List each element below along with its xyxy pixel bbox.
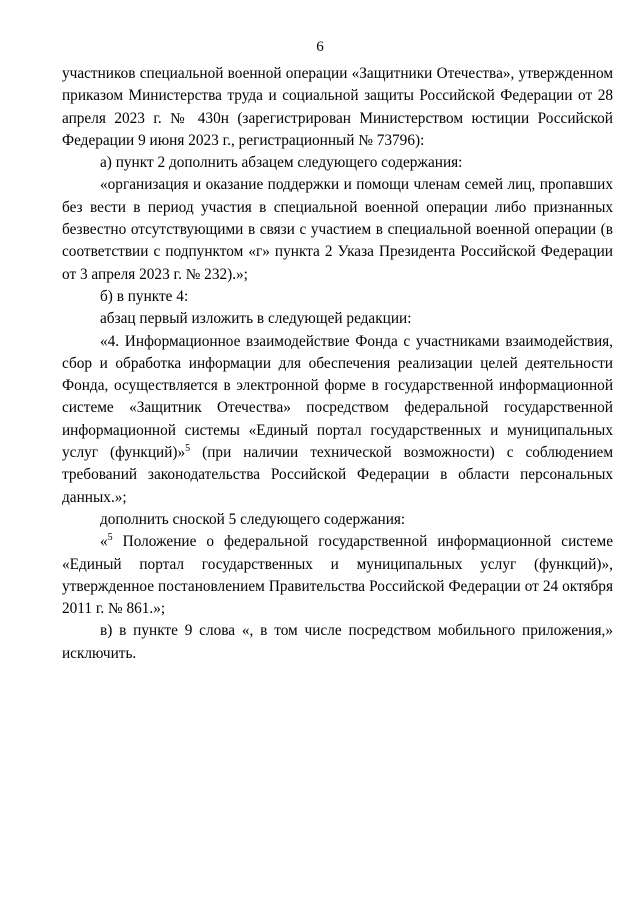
paragraph-footnote-intro: дополнить сноской 5 следующего содержания: (100, 510, 406, 528)
paragraph-continuation: участников специальной военной операции «Защитники Отечества», утвержденном приказом Министерства труда и социальной защиты Российской Федерации от 28 апреля 2023 г. № 430н (зарегистрирован Министерством юстиции Российской Федерации 9 июня 2023 г., регистрационный № 73796): (62, 65, 613, 149)
paragraph-footnote-5 (62, 531, 613, 620)
clause-4-text-continued: (при наличии технической возможности) с соблюдением требований законодательства Российской Федерации в области персональных данных.»; (62, 444, 613, 506)
footnote-reference: 5 (185, 442, 191, 454)
footnote-text: Положение о федеральной государственной информационной системе «Единый портал государственных и муниципальных услуг (функций)», утвержденное постановлением Правительства Российской Федерации от 24 октября 2011 г. № 861.»; (62, 533, 613, 618)
paragraph-item-a: а) пункт 2 дополнить абзацем следующего содержания: (100, 154, 463, 172)
footnote-open-quote: « (100, 533, 108, 551)
paragraph-clause-4 (62, 331, 613, 509)
paragraph-item-b: б) в пункте 4: (100, 287, 189, 305)
document-body (62, 63, 613, 665)
paragraph-quoted-addition: «организация и оказание поддержки и помощи членам семей лиц, пропавших без вести в период участия в специальной военной операции либо признанных безвестно отсутствующими в связи с участием в специальной военной операции (в соответствии с подпунктом «г» пункта 2 Указа Президента Российской Федерации от 3 апреля 2023 г. № 232).»; (62, 176, 613, 283)
paragraph-item-v: в) в пункте 9 слова «, в том числе посредством мобильного приложения,» исключить. (62, 622, 613, 662)
page-number: 6 (316, 39, 324, 55)
clause-4-text: «4. Информационное взаимодействие Фонда с участниками взаимодействия, сбор и обработка информации для обеспечения реализации целей деятельности Фонда, осуществляется в электронной форме в государственной информационной системе «Защитник Отечества» посредством федеральной государственной информационной системы «Единый портал государственных и муниципальных услуг (функций)» (62, 332, 613, 462)
footnote-marker: 5 (107, 532, 113, 544)
paragraph-new-wording-intro: абзац первый изложить в следующей редакции: (100, 310, 412, 328)
